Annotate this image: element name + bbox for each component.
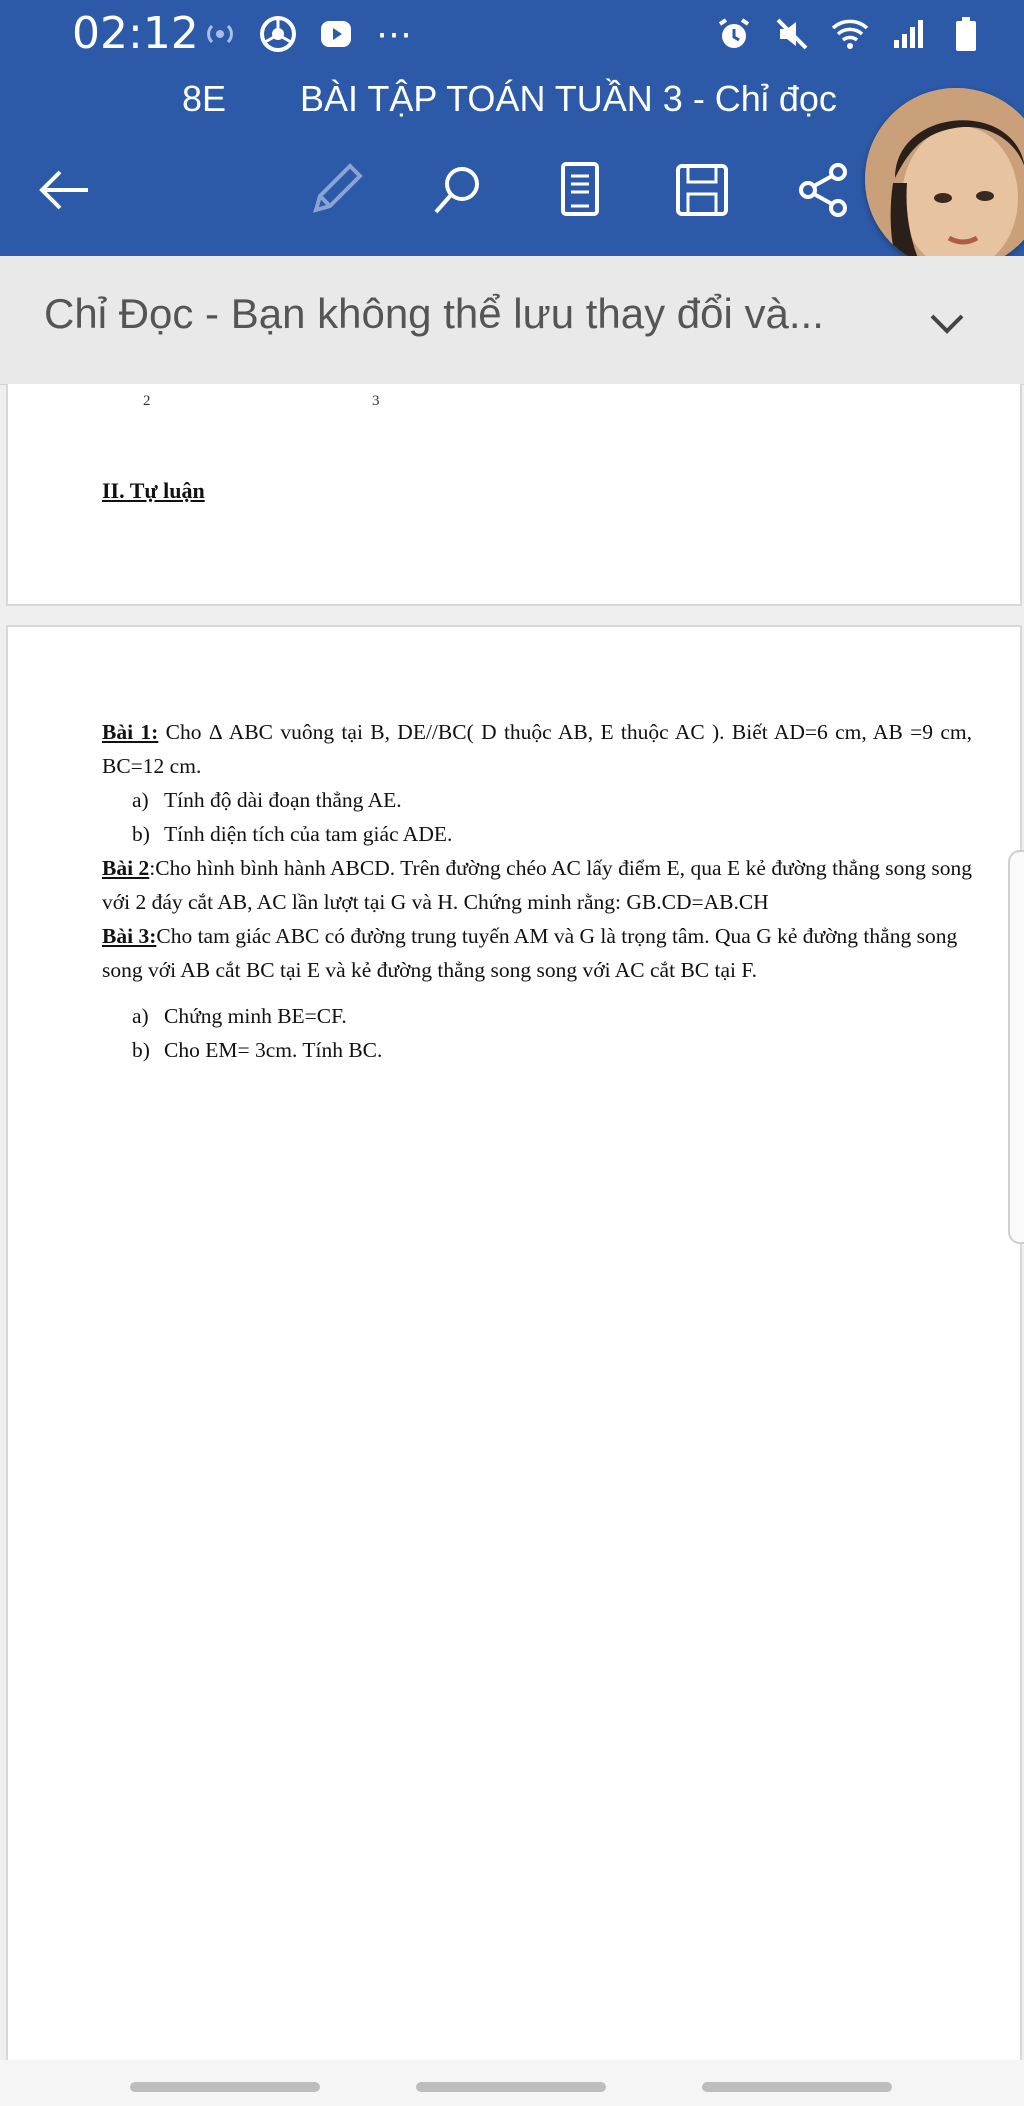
battery-icon <box>946 14 986 54</box>
exercise-1-item-b <box>102 817 972 851</box>
exercise-1 <box>102 715 972 783</box>
item-text: Chứng minh BE=CF. <box>164 1004 347 1028</box>
exercise-1-item-a <box>102 783 972 817</box>
exercise-3 <box>102 919 972 987</box>
nav-back-button[interactable] <box>702 2082 892 2092</box>
share-button[interactable] <box>784 150 864 230</box>
exercise-2-text: :Cho hình bình hành ABCD. Trên đường chéo AC lấy điểm E, qua E kẻ đường thẳng song song với 2 đáy cắt AB, AC lần lượt tại G và H. Chứng minh rằng: GB.CD=AB.CH <box>102 856 972 914</box>
item-text: Tính diện tích của tam giác ADE. <box>164 822 453 846</box>
status-icons-left <box>200 14 414 54</box>
read-only-banner[interactable] <box>0 256 1024 385</box>
doc-code: 8E <box>182 78 227 119</box>
share-icon <box>794 160 854 220</box>
signal-icon <box>888 14 928 54</box>
prev-page-fragment-2: 3 <box>372 393 380 409</box>
prev-page-fragment-1: 2 <box>143 393 151 409</box>
edit-pencil-icon <box>306 160 366 220</box>
search-icon <box>428 160 488 220</box>
exercise-3-item-b <box>102 1033 972 1067</box>
reading-view-icon <box>555 160 605 220</box>
mute-icon <box>772 14 812 54</box>
scroll-handle[interactable] <box>1008 850 1024 1244</box>
back-button[interactable] <box>24 150 104 230</box>
chevron-down-icon[interactable] <box>920 296 974 350</box>
spacer <box>102 987 972 999</box>
hotspot-icon <box>200 14 240 54</box>
back-arrow-icon <box>34 165 94 215</box>
exercise-1-label: Bài 1: <box>102 720 159 744</box>
reading-view-button[interactable] <box>540 150 620 230</box>
exercise-1-text: Cho Δ ABC vuông tại B, DE//BC( D thuộc AB, E thuộc AC ). Biết AD=6 cm, AB =9 cm, BC=12 cm. <box>102 720 972 778</box>
read-only-message: Chỉ Đọc - Bạn không thể lưu thay đổi và... <box>44 290 824 337</box>
exercise-content <box>102 715 972 1067</box>
more-dots-icon: ⋯ <box>376 13 412 54</box>
save-button[interactable] <box>662 150 742 230</box>
section-heading: II. Tự luận <box>102 478 205 503</box>
video-icon <box>316 14 356 54</box>
item-label: a) <box>132 788 149 812</box>
exercise-3-text: Cho tam giác ABC có đường trung tuyến AM và G là trọng tâm. Qua G kẻ đường thẳng song song với AB cắt BC tại E và kẻ đường thẳng song song với AC cắt BC tại F. <box>102 924 958 982</box>
wifi-icon <box>830 14 870 54</box>
exercise-2 <box>102 851 972 919</box>
alarm-icon <box>714 14 754 54</box>
item-label: a) <box>132 1004 149 1028</box>
edit-button[interactable] <box>296 150 376 230</box>
navigation-bar <box>0 2060 1024 2106</box>
item-text: Cho EM= 3cm. Tính BC. <box>164 1038 383 1062</box>
search-button[interactable] <box>418 150 498 230</box>
nav-recents-button[interactable] <box>130 2082 320 2092</box>
chrome-icon <box>258 14 298 54</box>
document-page-2 <box>6 625 1022 2064</box>
item-label: b) <box>132 822 150 846</box>
document-page-1 <box>6 384 1022 606</box>
status-time: 02:12 <box>72 8 199 59</box>
document-title: BÀI TẬP TOÁN TUẦN 3 - Chỉ đọc <box>300 78 837 119</box>
item-text: Tính độ dài đoạn thẳng AE. <box>164 788 402 812</box>
exercise-2-label: Bài 2 <box>102 856 150 880</box>
nav-home-button[interactable] <box>416 2082 606 2092</box>
status-bar <box>0 0 1024 70</box>
exercise-3-item-a <box>102 999 972 1033</box>
save-icon <box>672 160 732 220</box>
item-label: b) <box>132 1038 150 1062</box>
exercise-3-label: Bài 3: <box>102 924 157 948</box>
status-icons-right <box>714 14 986 54</box>
